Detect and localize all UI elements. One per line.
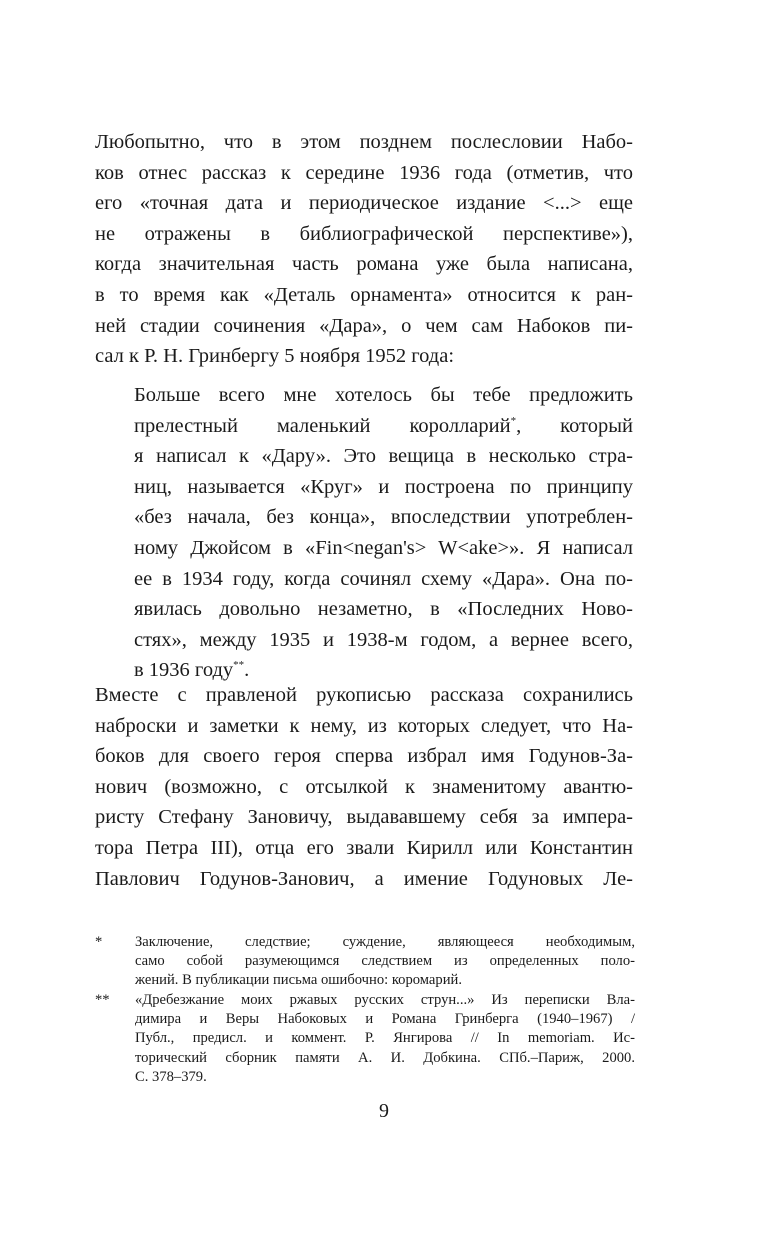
text-line: нович (возможно, с отсылкой к знаменитому авантю- [95,775,633,798]
footnote-line: Заключение, следствие; суждение, являющееся необходимым, [135,934,635,950]
text-line: наброски и заметки к нему, из которых следует, что На- [95,714,633,737]
footnote-line: жений. В публикации письма ошибочно: коромарий. [135,972,462,989]
paragraph-2 [95,680,633,894]
block-quote [134,380,633,686]
quote-line [134,411,633,442]
text-line: в то время как «Деталь орнамента» относится к ран- [95,283,633,306]
text-line: когда значительная часть романа уже была написана, [95,253,633,276]
text-line: Любопытно, что в этом позднем послесловии Набо- [95,131,633,153]
footnote-2 [95,991,635,1085]
footnote-ref-2: ** [233,659,245,672]
footnote-ref-1: * [510,414,517,427]
quote-line: Больше всего мне хотелось бы тебе предложить [134,384,633,406]
footnote-line: Публ., предисл. и коммент. Р. Янгирова // In memoriam. Ис- [135,1030,635,1047]
text-line: ней стадии сочинения «Дара», о чем сам Набоков пи- [95,314,633,337]
text-line: не отражены в библиографической перспективе»), [95,222,633,245]
quote-line: «без начала, без конца», впоследствии употреблен- [134,506,633,529]
page-number: 9 [379,1100,389,1122]
text-line: тора Петра III), отца его звали Кирилл или Константин [95,836,633,859]
quote-line: ниц, называется «Круг» и построена по принципу [134,475,633,498]
footnote-mark: * [95,934,103,950]
text-line: сал к Р. Н. Гринбергу 5 ноября 1952 года: [95,345,455,368]
quote-line: ному Джойсом в «Fin<negan's> W<ake>». Я написал [134,536,633,559]
footnote-1 [95,933,635,993]
text-line: Павлович Годунов-Занович, а имение Годуновых Ле- [95,867,633,890]
text-line: ков отнес рассказ к середине 1936 года (отметив, что [95,161,633,184]
footnote-line: само собой разумеющимся следствием из определенных поло- [135,953,635,970]
quote-line: явилась довольно незаметно, в «Последних Ново- [134,598,633,621]
text-line: Вместе с правленой рукописью рассказа сохранились [95,684,633,706]
text-line: ристу Стефану Зановичу, выдававшему себя за импера- [95,806,633,829]
footnote-body [135,991,635,1087]
quote-line-text: , который [516,414,633,437]
quote-line-text: в 1936 году [134,659,234,682]
quote-end-period: . [244,659,250,682]
quote-line: ее в 1934 году, когда сочинял схему «Дара». Она по- [134,567,633,590]
quote-line: стях», между 1935 и 1938-м годом, а вернее всего, [134,628,633,651]
paragraph-1 [95,127,633,372]
footnote-line: С. 378–379. [135,1068,207,1085]
text-line: боков для своего героя сперва избрал имя Годунов-За- [95,745,633,768]
quote-line-text: прелестный маленький королларий [134,414,511,437]
footnote-body [135,933,635,991]
footnote-line: торический сборник памяти А. И. Добкина. СПб.–Париж, 2000. [135,1049,635,1066]
footnote-line: «Дребезжание моих ржавых русских струн...» Из переписки Вла- [135,992,635,1008]
footnote-line: димира и Веры Набоковых и Романа Гринберга (1940–1967) / [135,1011,635,1028]
quote-line: я написал к «Дару». Это вещица в несколько стра- [134,445,633,468]
footnote-mark: ** [95,992,110,1008]
text-line: его «точная дата и периодическое издание <...> еще [95,192,633,215]
